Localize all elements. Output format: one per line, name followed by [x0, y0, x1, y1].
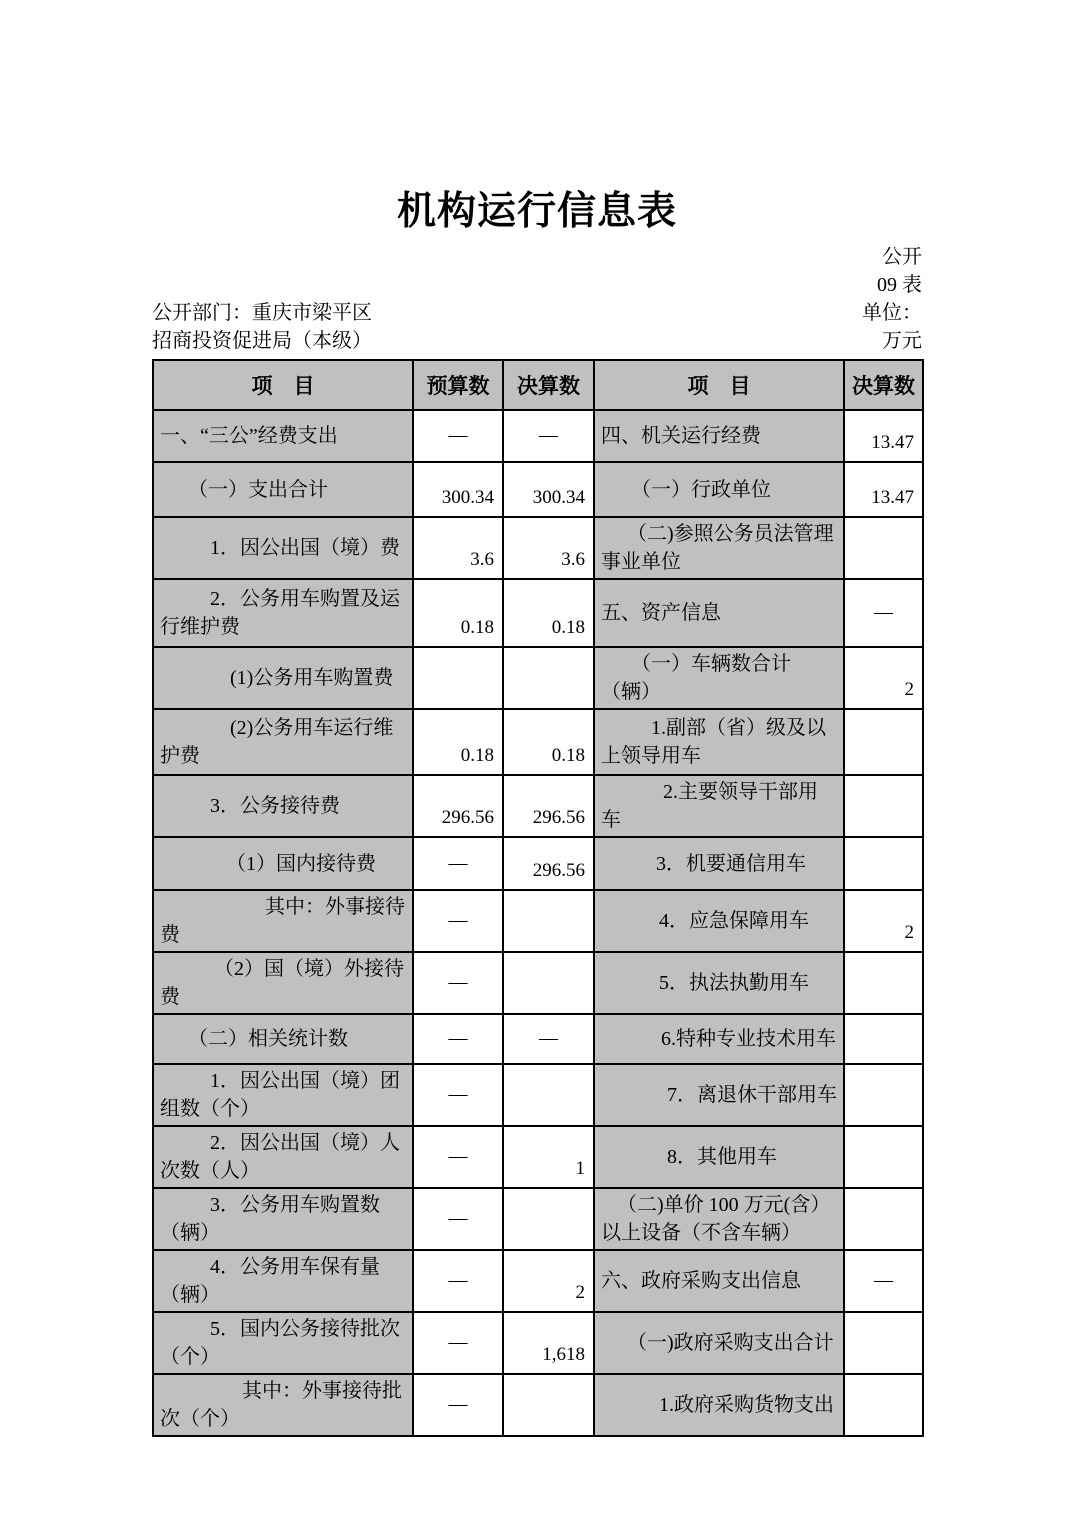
item-label-cell: （1）国内接待费: [153, 837, 413, 890]
item-label-cell: 其中：外事接待费: [153, 890, 413, 952]
final-value-cell-right: [844, 952, 923, 1014]
publishing-department: [152, 299, 372, 355]
budget-value-cell: 0.18: [413, 709, 503, 775]
budget-value-cell: —: [413, 952, 503, 1014]
budget-value-cell: —: [413, 1374, 503, 1436]
item-label-cell: 一、“三公”经费支出: [153, 410, 413, 462]
document-title: 机构运行信息表: [396, 190, 677, 233]
budget-value-cell: 296.56: [413, 775, 503, 837]
department-line-2: 招商投资促进局（本级）: [152, 330, 372, 352]
meta-row: [152, 299, 922, 355]
final-value-cell-right: 13.47: [844, 410, 923, 462]
item-label-cell: 2．因公出国（境）人次数（人）: [153, 1126, 413, 1188]
item-label-cell-right: 6.特种专业技术用车: [594, 1014, 844, 1064]
item-label-cell: 5．国内公务接待批次（个）: [153, 1312, 413, 1374]
final-value-cell: [503, 952, 594, 1014]
budget-value-cell: 300.34: [413, 462, 503, 517]
budget-value-cell: —: [413, 1126, 503, 1188]
header-item-right: 项 目: [594, 360, 844, 410]
header-item-left: 项 目: [153, 360, 413, 410]
table-row: [153, 1374, 923, 1436]
budget-value-cell: —: [413, 1014, 503, 1064]
item-label-cell-right: （二)单价 100 万元(含）以上设备（不含车辆）: [594, 1188, 844, 1250]
table-row: [153, 1250, 923, 1312]
final-value-cell: [503, 1188, 594, 1250]
table-row: [153, 517, 923, 579]
final-value-cell-right: [844, 1014, 923, 1064]
form-code-line-1: 公开: [882, 246, 922, 268]
form-code-line-2: 09 表: [877, 274, 922, 296]
table-row: [153, 1014, 923, 1064]
item-label-cell: 4．公务用车保有量（辆）: [153, 1250, 413, 1312]
item-label-cell: 1．因公出国（境）费: [153, 517, 413, 579]
budget-value-cell: —: [413, 1064, 503, 1126]
item-label-cell: (2)公务用车运行维护费: [153, 709, 413, 775]
final-value-cell: 0.18: [503, 579, 594, 647]
final-value-cell: 3.6: [503, 517, 594, 579]
final-value-cell: [503, 1374, 594, 1436]
item-label-cell: 其中：外事接待批次（个）: [153, 1374, 413, 1436]
final-value-cell-right: 13.47: [844, 462, 923, 517]
table-row: [153, 462, 923, 517]
unit-label: [862, 299, 922, 355]
item-label-cell-right: 六、政府采购支出信息: [594, 1250, 844, 1312]
item-label-cell-right: 1.政府采购货物支出: [594, 1374, 844, 1436]
item-label-cell: (1)公务用车购置费: [153, 647, 413, 709]
item-label-cell-right: （一）车辆数合计（辆）: [594, 647, 844, 709]
table-row: [153, 952, 923, 1014]
final-value-cell-right: [844, 775, 923, 837]
budget-value-cell: —: [413, 1312, 503, 1374]
final-value-cell: 0.18: [503, 709, 594, 775]
final-value-cell-right: [844, 1188, 923, 1250]
item-label-cell-right: 1.副部（省）级及以上领导用车: [594, 709, 844, 775]
final-value-cell: 1,618: [503, 1312, 594, 1374]
final-value-cell: 296.56: [503, 775, 594, 837]
unit-line-1: 单位：: [862, 302, 922, 324]
table-row: [153, 1312, 923, 1374]
final-value-cell-right: [844, 837, 923, 890]
final-value-cell: [503, 647, 594, 709]
final-value-cell-right: [844, 1126, 923, 1188]
item-label-cell: 2．公务用车购置及运行维护费: [153, 579, 413, 647]
budget-value-cell: —: [413, 410, 503, 462]
table-row: [153, 775, 923, 837]
final-value-cell-right: [844, 517, 923, 579]
item-label-cell-right: 5．执法执勤用车: [594, 952, 844, 1014]
table-row: [153, 890, 923, 952]
budget-value-cell: [413, 647, 503, 709]
table-row: [153, 837, 923, 890]
item-label-cell-right: 五、资产信息: [594, 579, 844, 647]
document-content: [152, 243, 922, 1437]
item-label-cell-right: 7．离退休干部用车: [594, 1064, 844, 1126]
table-row: [153, 1064, 923, 1126]
table-row: [153, 579, 923, 647]
final-value-cell-right: 2: [844, 647, 923, 709]
final-value-cell-right: [844, 1374, 923, 1436]
item-label-cell: （一）支出合计: [153, 462, 413, 517]
item-label-cell: 3．公务接待费: [153, 775, 413, 837]
item-label-cell-right: 4．应急保障用车: [594, 890, 844, 952]
final-value-cell-right: —: [844, 1250, 923, 1312]
final-value-cell-right: —: [844, 579, 923, 647]
final-value-cell: 296.56: [503, 837, 594, 890]
budget-value-cell: 3.6: [413, 517, 503, 579]
department-line-1: 公开部门：重庆市梁平区: [152, 302, 372, 324]
final-value-cell-right: [844, 709, 923, 775]
header-final-right: 决算数: [844, 360, 923, 410]
final-value-cell: [503, 1064, 594, 1126]
item-label-cell-right: （一)政府采购支出合计: [594, 1312, 844, 1374]
table-row: [153, 410, 923, 462]
final-value-cell: 300.34: [503, 462, 594, 517]
item-label-cell-right: 8．其他用车: [594, 1126, 844, 1188]
item-label-cell-right: （一）行政单位: [594, 462, 844, 517]
item-label-cell: 1．因公出国（境）团组数（个）: [153, 1064, 413, 1126]
header-budget: 预算数: [413, 360, 503, 410]
table-header-row: [153, 360, 923, 410]
final-value-cell-right: [844, 1312, 923, 1374]
item-label-cell-right: 3．机要通信用车: [594, 837, 844, 890]
item-label-cell: 3．公务用车购置数（辆）: [153, 1188, 413, 1250]
item-label-cell-right: 2.主要领导干部用车: [594, 775, 844, 837]
final-value-cell: —: [503, 1014, 594, 1064]
item-label-cell: （二）相关统计数: [153, 1014, 413, 1064]
table-row: [153, 1188, 923, 1250]
final-value-cell: [503, 890, 594, 952]
budget-value-cell: —: [413, 837, 503, 890]
final-value-cell-right: [844, 1064, 923, 1126]
budget-value-cell: 0.18: [413, 579, 503, 647]
unit-line-2: 万元: [882, 330, 922, 352]
table-row: [153, 709, 923, 775]
final-value-cell: —: [503, 410, 594, 462]
institution-operation-table: [152, 359, 924, 1437]
item-label-cell-right: 四、机关运行经费: [594, 410, 844, 462]
table-row: [153, 647, 923, 709]
final-value-cell: 1: [503, 1126, 594, 1188]
form-code: [152, 243, 922, 299]
budget-value-cell: —: [413, 1188, 503, 1250]
table-row: [153, 1126, 923, 1188]
item-label-cell-right: （二)参照公务员法管理事业单位: [594, 517, 844, 579]
budget-value-cell: —: [413, 890, 503, 952]
header-final-left: 决算数: [503, 360, 594, 410]
budget-value-cell: —: [413, 1250, 503, 1312]
final-value-cell-right: 2: [844, 890, 923, 952]
item-label-cell: （2）国（境）外接待费: [153, 952, 413, 1014]
final-value-cell: 2: [503, 1250, 594, 1312]
